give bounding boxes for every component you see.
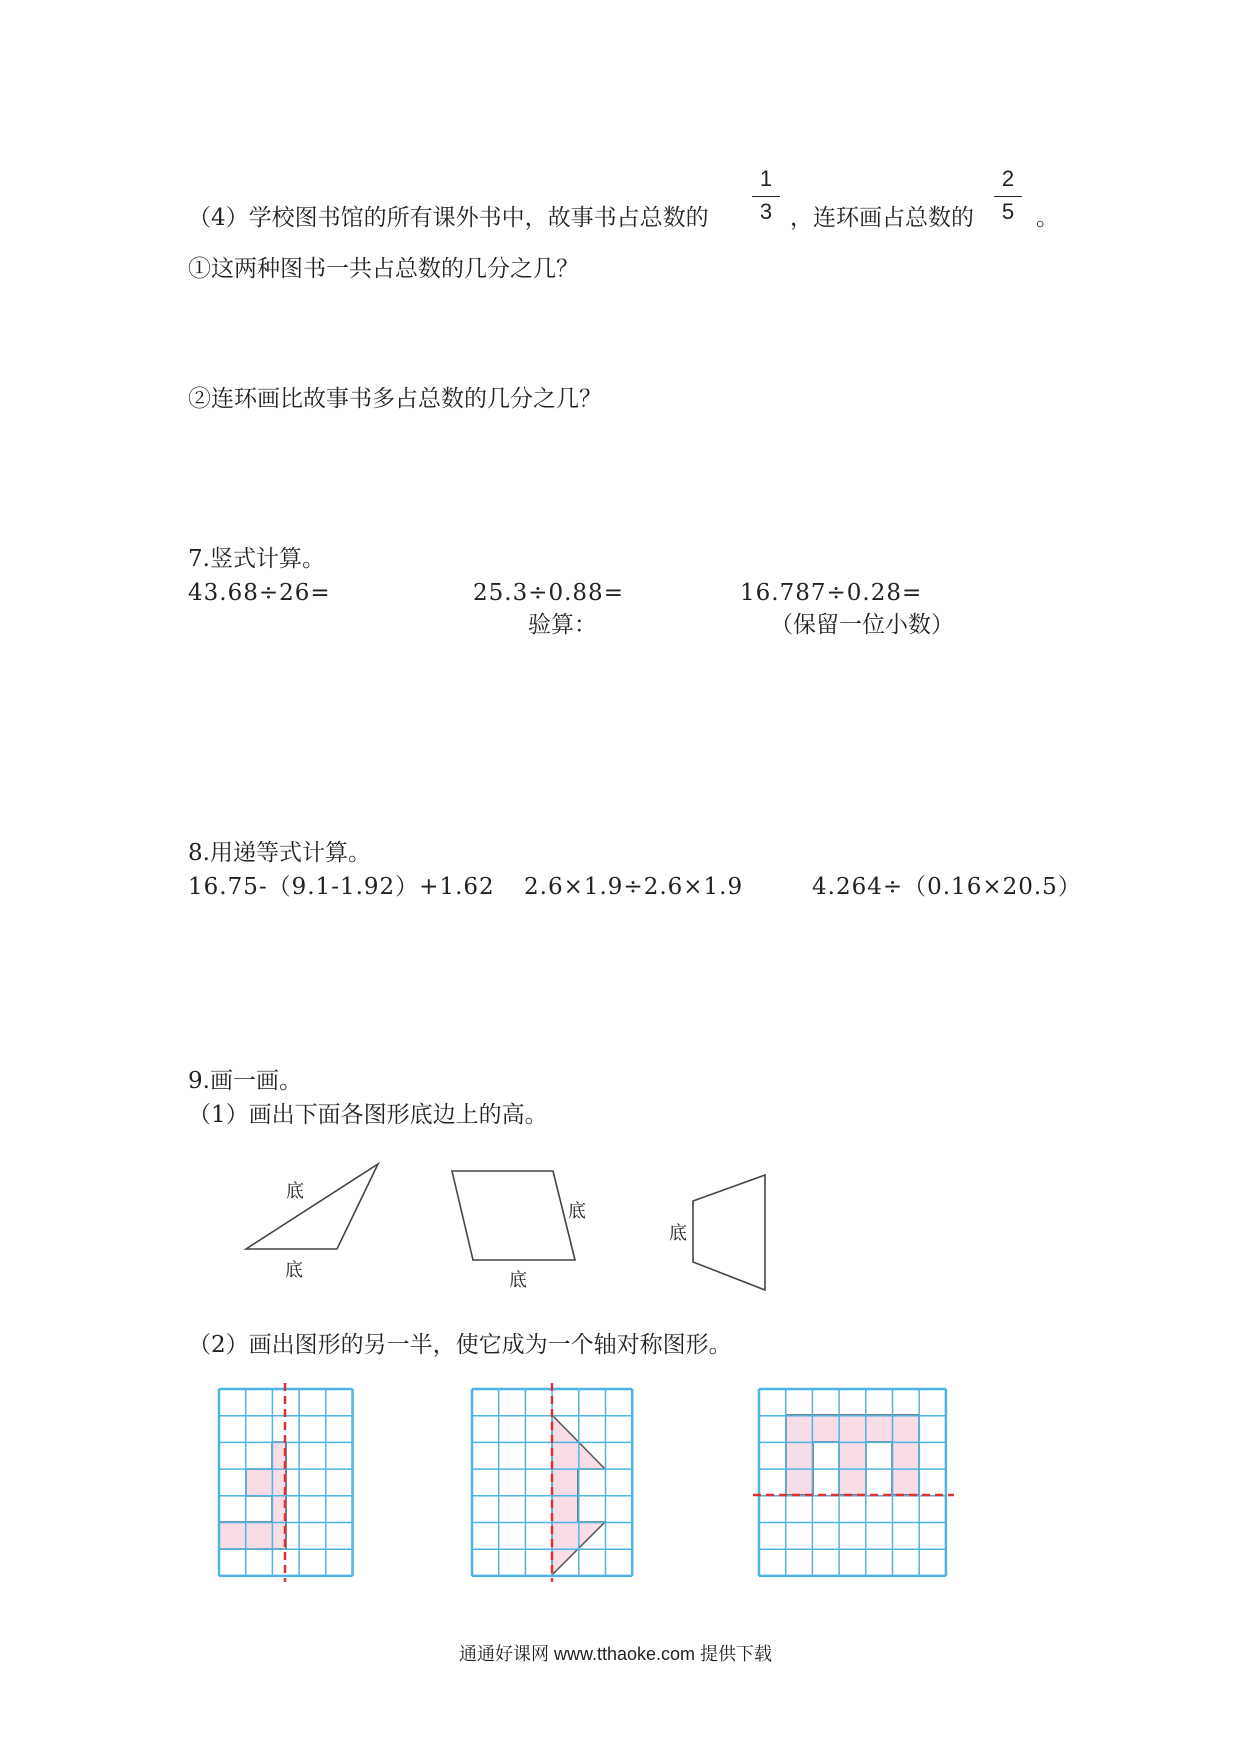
q7-problem-1: 43.68÷26= xyxy=(188,580,331,606)
q9-part-2: （2）画出图形的另一半，使它成为一个轴对称图形。 xyxy=(188,1332,732,1358)
q4-intro-a: （4）学校图书馆的所有课外书中，故事书占总数的 xyxy=(188,205,709,231)
fraction-denominator: 5 xyxy=(1001,199,1015,224)
q9-part-1: （1）画出下面各图形底边上的高。 xyxy=(188,1102,548,1128)
base-label-triangle-top: 底 xyxy=(286,1181,304,1202)
q4-intro-b: ，连环画占总数的 xyxy=(790,205,974,231)
q9-title: 9.画一画。 xyxy=(188,1068,302,1094)
base-label-trapezoid: 底 xyxy=(669,1223,687,1244)
q8-title: 8.用递等式计算。 xyxy=(188,840,371,866)
q7-problem-3: 16.787÷0.28= xyxy=(740,580,923,606)
base-label-triangle-bottom: 底 xyxy=(285,1260,303,1281)
base-label-parallelogram-bottom: 底 xyxy=(509,1270,527,1291)
q7-title: 7.竖式计算。 xyxy=(188,546,325,572)
q4-sub-question-1: ①这两种图书一共占总数的几分之几？ xyxy=(188,256,579,282)
fraction-denominator: 3 xyxy=(759,199,773,224)
footer-credit: 通通好课网 www.tthaoke.com 提供下载 xyxy=(459,1644,773,1664)
fraction-numerator: 2 xyxy=(1001,166,1015,191)
q8-problem-2: 2.6×1.9÷2.6×1.9 xyxy=(524,874,744,900)
q4-sub-question-2: ②连环画比故事书多占总数的几分之几？ xyxy=(188,386,602,412)
q4-intro-c: 。 xyxy=(1036,205,1059,231)
fraction-numerator: 1 xyxy=(759,166,773,191)
q8-problem-1: 16.75-（9.1-1.92）+1.62 xyxy=(188,874,495,900)
q7-problem-2-note: 验算： xyxy=(528,612,597,638)
q7-problem-3-note: （保留一位小数） xyxy=(770,612,954,638)
q8-problem-3: 4.264÷（0.16×20.5） xyxy=(812,874,1082,900)
base-label-parallelogram-side: 底 xyxy=(568,1201,586,1222)
q7-problem-2: 25.3÷0.88= xyxy=(473,580,624,606)
